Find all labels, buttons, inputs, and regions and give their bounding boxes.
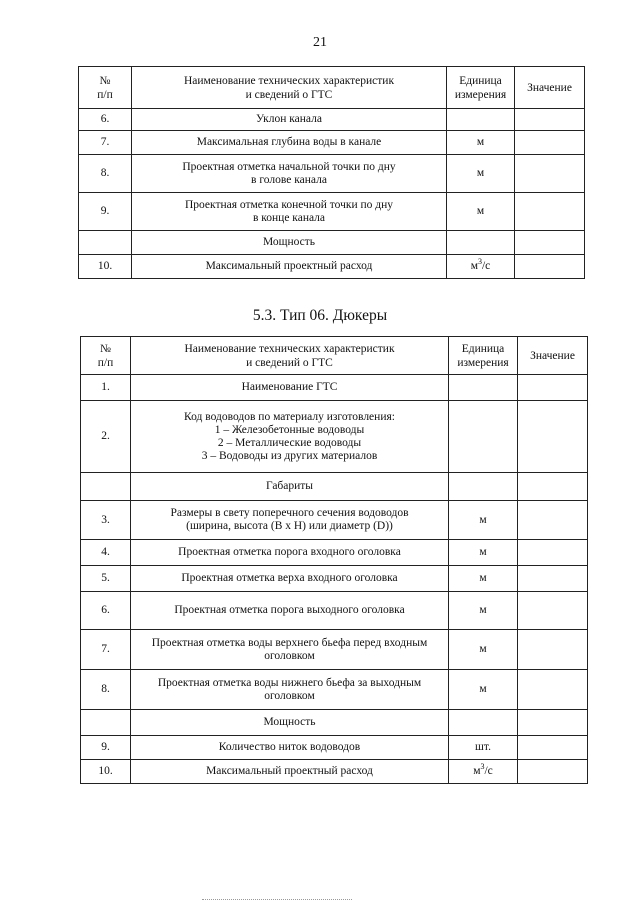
table-row <box>81 375 588 401</box>
row-num: 9. <box>79 193 132 231</box>
section-title: 5.3. Тип 06. Дюкеры <box>252 307 388 324</box>
row-value <box>518 401 588 473</box>
table-row <box>81 630 588 670</box>
row-num: 1. <box>81 375 131 401</box>
row-value <box>518 760 588 784</box>
row-num: 8. <box>81 670 131 710</box>
table-row <box>79 109 585 131</box>
page-number: 21 <box>313 35 327 50</box>
unit-base: м <box>473 765 481 777</box>
header-unit: Единица измерения <box>447 67 515 109</box>
table-header-row <box>81 337 588 375</box>
row-value <box>518 710 588 736</box>
row-value <box>518 473 588 501</box>
row-unit <box>449 401 518 473</box>
table-row <box>79 155 585 193</box>
row-num: 10. <box>81 760 131 784</box>
row-name: Код водоводов по материалу изготовления: 1 – Железобетонные водоводы 2 – Металлические водоводы 3 – Водоводы из других материалов <box>131 401 449 473</box>
table-header-row <box>79 67 585 109</box>
row-unit: м <box>447 155 515 193</box>
row-unit: м <box>447 193 515 231</box>
row-value <box>518 670 588 710</box>
row-unit: м <box>447 131 515 155</box>
table-row <box>81 501 588 540</box>
table-row <box>81 670 588 710</box>
table-row <box>79 193 585 231</box>
row-name: Мощность <box>132 231 447 255</box>
row-num: 2. <box>81 401 131 473</box>
header-value: Значение <box>515 67 585 109</box>
table-row-subsection <box>79 231 585 255</box>
row-unit: м <box>449 566 518 592</box>
table-row <box>81 736 588 760</box>
row-name: Мощность <box>131 710 449 736</box>
row-value <box>518 375 588 401</box>
unit-tail: /с <box>484 765 493 777</box>
row-unit: м <box>449 540 518 566</box>
table-row <box>81 540 588 566</box>
row-value <box>515 231 585 255</box>
row-name: Проектная отметка порога выходного оголовка <box>131 592 449 630</box>
row-unit <box>447 231 515 255</box>
unit-base: м <box>470 260 478 272</box>
row-unit <box>449 375 518 401</box>
row-num: 8. <box>79 155 132 193</box>
row-value <box>515 255 585 279</box>
characteristics-table-dukers <box>80 336 588 784</box>
characteristics-table-canal <box>78 66 585 279</box>
table-row-subsection <box>81 710 588 736</box>
row-name: Проектная отметка порога входного оголовка <box>131 540 449 566</box>
row-name: Максимальный проектный расход <box>131 760 449 784</box>
header-num: № п/п <box>79 67 132 109</box>
header-name: Наименование технических характеристик и сведений о ГТС <box>132 67 447 109</box>
table-row <box>81 401 588 473</box>
row-num <box>81 710 131 736</box>
table-row-subsection <box>81 473 588 501</box>
row-value <box>518 592 588 630</box>
row-num: 4. <box>81 540 131 566</box>
table-row <box>79 255 585 279</box>
row-num: 7. <box>79 131 132 155</box>
row-num: 3. <box>81 501 131 540</box>
row-name: Максимальный проектный расход <box>132 255 447 279</box>
row-name: Наименование ГТС <box>131 375 449 401</box>
row-unit <box>447 255 515 279</box>
header-name: Наименование технических характеристик и сведений о ГТС <box>131 337 449 375</box>
table-row <box>81 566 588 592</box>
row-unit: м <box>449 670 518 710</box>
row-name: Размеры в свету поперечного сечения водоводов (ширина, высота (В х Н) или диаметр (D)) <box>131 501 449 540</box>
row-unit: м <box>449 592 518 630</box>
table-row <box>81 592 588 630</box>
row-name: Уклон канала <box>132 109 447 131</box>
row-name: Проектная отметка верха входного оголовка <box>131 566 449 592</box>
row-unit <box>449 710 518 736</box>
row-value <box>518 736 588 760</box>
row-num: 6. <box>81 592 131 630</box>
row-name: Проектная отметка начальной точки по дну в голове канала <box>132 155 447 193</box>
row-num: 10. <box>79 255 132 279</box>
row-num <box>81 473 131 501</box>
row-name: Проектная отметка воды верхнего бьефа перед входным оголовком <box>131 630 449 670</box>
row-unit <box>447 109 515 131</box>
row-value <box>518 566 588 592</box>
row-name: Проектная отметка конечной точки по дну в конце канала <box>132 193 447 231</box>
row-value <box>515 193 585 231</box>
row-unit: м <box>449 501 518 540</box>
row-num: 6. <box>79 109 132 131</box>
row-name: Проектная отметка воды нижнего бьефа за выходным оголовком <box>131 670 449 710</box>
row-value <box>518 540 588 566</box>
table-row <box>79 131 585 155</box>
row-num <box>79 231 132 255</box>
scan-edge-mark <box>202 899 352 902</box>
row-value <box>515 155 585 193</box>
unit-sup: 3 <box>480 762 485 772</box>
row-unit: м <box>449 630 518 670</box>
row-unit: шт. <box>449 736 518 760</box>
row-num: 5. <box>81 566 131 592</box>
row-value <box>515 109 585 131</box>
table-row <box>81 760 588 784</box>
row-name: Габариты <box>131 473 449 501</box>
row-value <box>518 630 588 670</box>
row-unit <box>449 760 518 784</box>
row-value <box>515 131 585 155</box>
header-num: № п/п <box>81 337 131 375</box>
row-value <box>518 501 588 540</box>
row-name: Количество ниток водоводов <box>131 736 449 760</box>
row-name: Максимальная глубина воды в канале <box>132 131 447 155</box>
row-unit <box>449 473 518 501</box>
unit-tail: /с <box>481 260 491 272</box>
unit-sup: 3 <box>477 257 482 267</box>
header-unit: Единица измерения <box>449 337 518 375</box>
row-num: 7. <box>81 630 131 670</box>
header-value: Значение <box>518 337 588 375</box>
row-num: 9. <box>81 736 131 760</box>
